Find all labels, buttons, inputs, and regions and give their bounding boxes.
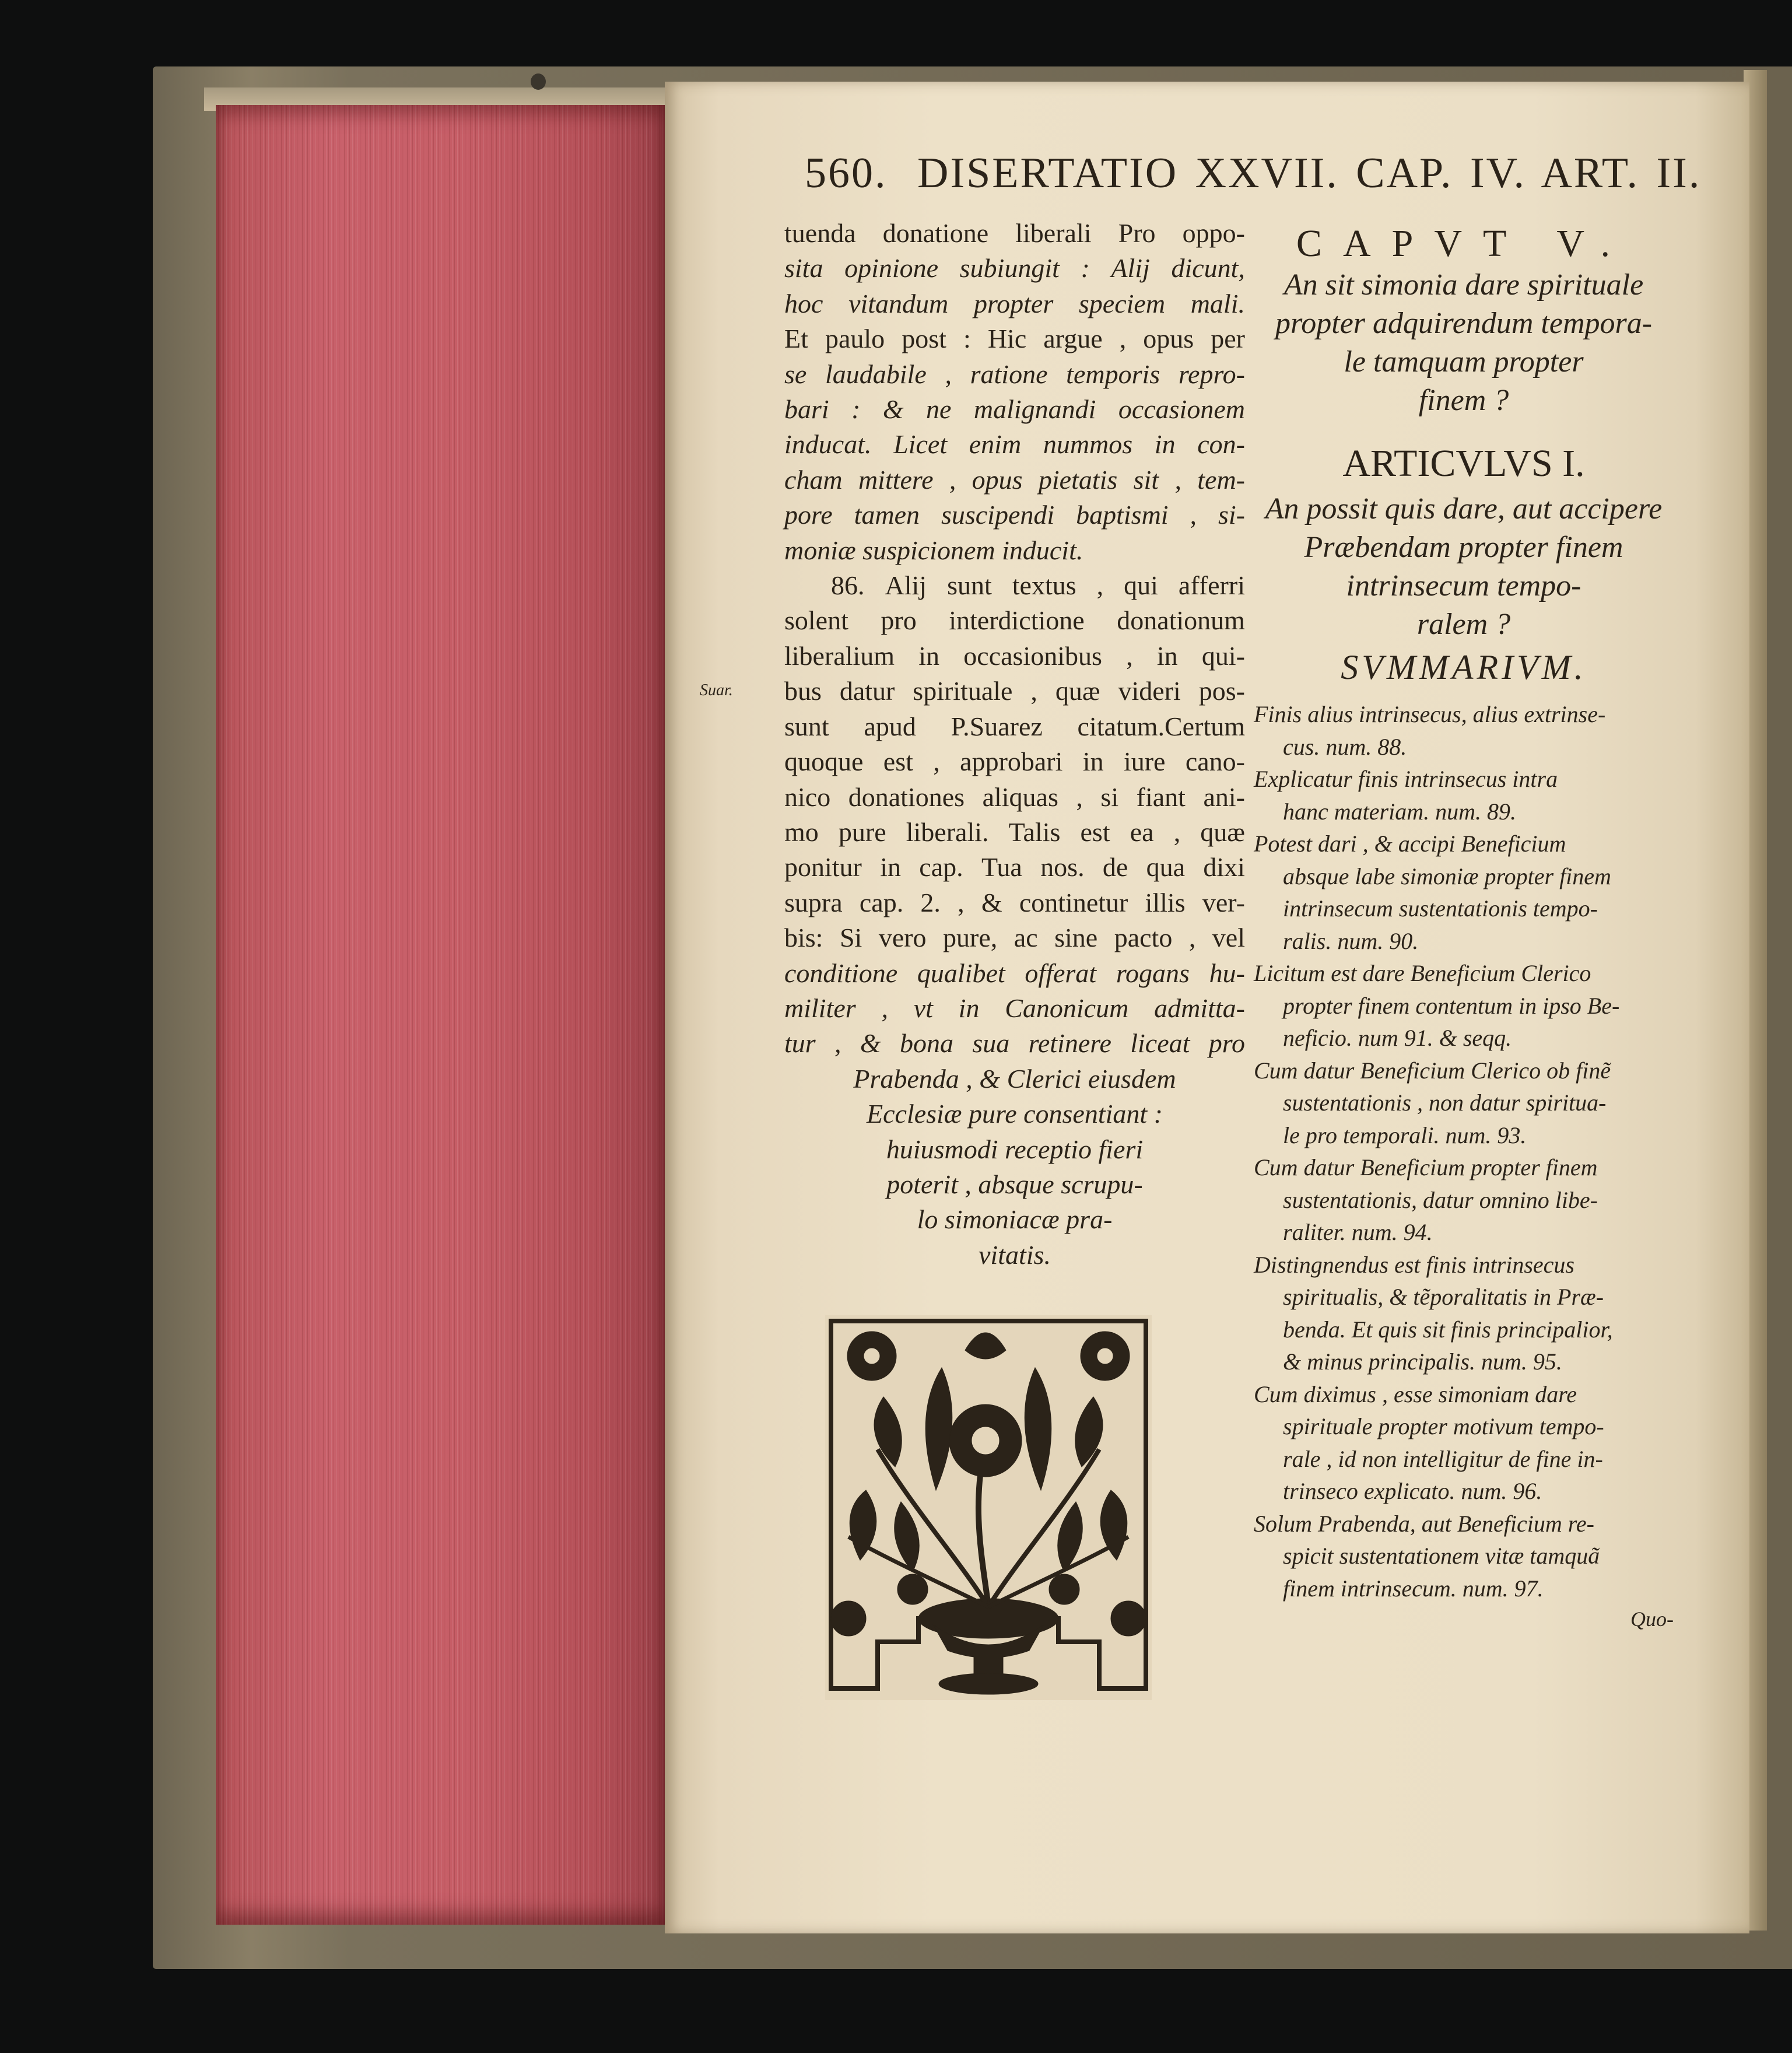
text-line: militer , vt in Canonicum admitta- [784,993,1245,1023]
text-line: liberalium in occasionibus , in qui- [784,640,1245,671]
article-question-line: intrinsecum tempo- [1346,569,1581,602]
text-line: quoque est , approbari in iure cano- [784,747,1245,777]
summary-line: raliter. num. 94. [1283,1219,1433,1245]
text-line: supra cap. 2. , & continetur illis ver- [784,887,1245,917]
article-question [1254,490,1674,644]
summary-line: spirituale propter motivum tempo- [1283,1413,1604,1439]
summary-line: Potest dari , & accipi Beneficium [1254,831,1566,857]
summary-line: Cum diximus , esse simoniam dare [1254,1381,1577,1407]
summary-line: trinseco explicato. num. 96. [1283,1478,1542,1504]
text-line: poterit , absque scrupu- [886,1169,1143,1199]
text-line: bis: Si vero pure, ac sine pacto , vel [784,923,1245,953]
summary-line: Finis alius intrinsecus, alius extrinse- [1254,701,1606,727]
chapter-question-line: le tamquam propter [1344,345,1584,379]
text-line: cham mittere , opus pietatis sit , tem- [784,464,1245,495]
article-heading: ARTICVLVS I. [1342,442,1585,485]
text-line: tuenda donatione liberali Pro oppo- [784,218,1245,248]
flower-vase-woodcut [825,1315,1152,1700]
summary-line: sustentationis, datur omnino libe- [1283,1186,1598,1213]
text-line: bus datur spirituale , quæ videri pos- [784,676,1245,706]
summary-list [1254,698,1674,1604]
summary-line: hanc materiam. num. 89. [1283,798,1516,825]
summary-line: ralis. num. 90. [1283,927,1419,954]
text-line: nico donationes aliquas , si fiant ani- [784,782,1245,812]
text-line: Prabenda , & Clerici eiusdem [853,1063,1176,1094]
summary-line: propter finem contentum in ipso Be- [1283,992,1620,1019]
chapter-question [1254,266,1674,420]
summary-line: intrinsecum sustentationis tempo- [1283,895,1598,922]
summary-line: & minus principalis. num. 95. [1283,1348,1562,1375]
running-head [805,149,1702,198]
text-line: sita opinione subiungit : Alij dicunt, [784,253,1245,283]
article-question-line: ralem ? [1416,608,1511,641]
running-head-title: DISERTATIO XXVII. CAP. IV. ART. II. [917,149,1702,197]
chapter-question-line: An sit simonia dare spirituale [1283,268,1644,302]
text-line: vitatis. [979,1239,1051,1270]
text-line: sunt apud P.Suarez citatum.Certum [784,711,1245,741]
text-line: 86. Alij sunt textus , qui afferri [831,570,1245,601]
text-line: lo simoniacæ pra- [917,1204,1113,1235]
text-line: huiusmodi receptio fieri [886,1134,1144,1164]
right-column [1254,204,1674,1631]
text-line: moniæ suspicionem inducit. [784,535,1083,565]
article-question-line: An possit quis dare, aut accipere [1265,492,1663,525]
binding-nail [531,73,546,90]
summary-line: benda. Et quis sit finis principalior, [1283,1316,1613,1343]
chapter-question-line: propter adquirendum tempora- [1275,307,1653,340]
summary-line: Licitum est dare Beneficium Clerico [1254,960,1591,986]
summary-line: Solum Prabenda, aut Beneficium re- [1254,1510,1594,1537]
red-page-edges [216,105,665,1925]
text-line: conditione qualibet offerat rogans hu- [784,958,1245,988]
summary-line: rale , id non intelligitur de fine in- [1283,1445,1603,1472]
summary-heading: SVMMARIVM. [1341,648,1587,686]
summary-line: Cum datur Beneficium propter finem [1254,1154,1598,1180]
catchword: Quo- [1630,1607,1674,1631]
text-line: bari : & ne malignandi occasionem [784,394,1245,425]
summary-line: Explicatur finis intrinsecus intra [1254,766,1558,792]
chapter-question-line: finem ? [1418,384,1509,417]
summary-line: neficio. num 91. & seqq. [1283,1025,1512,1051]
text-line: ponitur in cap. Tua nos. de qua dixi [784,852,1245,882]
summary-line: finem intrinsecum. num. 97. [1283,1575,1544,1602]
text-line: mo pure liberali. Talis est ea , quæ [784,817,1245,847]
summary-line: spicit sustentationem vitæ tamquã [1283,1543,1600,1569]
text-line: Ecclesiæ pure consentiant : [867,1099,1163,1129]
summary-line: Cum datur Beneficium Clerico ob finẽ [1254,1057,1611,1084]
article-question-line: Præbendam propter finem [1304,531,1623,564]
page-number: 560. [805,149,888,197]
summary-line: Distingnendus est finis intrinsecus [1254,1251,1574,1278]
summary-line: spiritualis, & tẽporalitatis in Præ- [1283,1284,1604,1310]
text-line: Et paulo post : Hic argue , opus per [784,324,1245,354]
text-line: se laudabile , ratione temporis repro- [784,359,1245,389]
left-column [784,216,1245,1273]
summary-line: le pro temporali. num. 93. [1283,1122,1527,1148]
text-line: hoc vitandum propter speciem mali. [784,288,1245,318]
summary-line: sustentationis , non datur spiritua- [1283,1089,1607,1116]
margin-note: Suar. [700,681,733,699]
text-line: inducat. Licet enim nummos in con- [784,429,1245,460]
text-line: solent pro interdictione donationum [784,605,1245,636]
text-line: tur , & bona sua retinere liceat pro [784,1028,1245,1059]
text-line: pore tamen suscipendi baptismi , si- [784,500,1245,530]
summary-line: absque labe simoniæ propter finem [1283,863,1611,889]
summary-line: cus. num. 88. [1283,733,1407,760]
chapter-heading: CAPVT V. [1296,222,1632,265]
